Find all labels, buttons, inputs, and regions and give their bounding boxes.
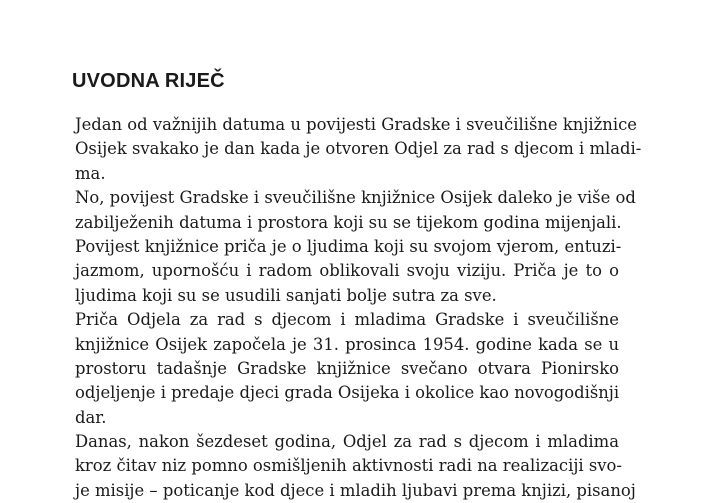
text-line: kroz čitav niz pomno osmišljenih aktivnosti radi na realizaciji svo- bbox=[75, 456, 622, 476]
text-line: zabilježenih datuma i prostora koji su se tijekom godina mijenjali. bbox=[75, 212, 622, 232]
text-line: ljudima koji su se usudili sanjati bolje sutra za sve. bbox=[75, 285, 497, 305]
text-line: Priča Odjela za rad s djecom i mladima Gradske i sveučilišne bbox=[75, 310, 619, 330]
section-heading: UVODNA RIJEČ bbox=[72, 70, 225, 92]
text-line: Povijest knjižnice priča je o ljudima koji su svojom vjerom, entuzi- bbox=[75, 236, 622, 256]
body-text bbox=[75, 113, 642, 503]
text-line: knjižnice Osijek započela je 31. prosinca 1954. godine kada se u bbox=[75, 334, 619, 354]
text-line: Osijek svakako je dan kada je otvoren Odjel za rad s djecom i mladi- bbox=[75, 139, 642, 159]
text-line: odjeljenje i predaje djeci grada Osijeka i okolice kao novogodišnji bbox=[75, 383, 620, 403]
text-line: Jedan od važnijih datuma u povijesti Gradske i sveučilišne knjižnice bbox=[75, 115, 637, 134]
text-line: dar. bbox=[75, 407, 107, 427]
text-line: prostoru tadašnje Gradske knjižnice svečano otvara Pionirsko bbox=[75, 358, 619, 378]
text-line: ma. bbox=[75, 163, 106, 183]
text-line: je misije – poticanje kod djece i mladih ljubavi prema knjizi, pisanoj bbox=[75, 480, 636, 500]
text-line: No, povijest Gradske i sveučilišne knjižnice Osijek daleko je više od bbox=[75, 188, 636, 208]
text-line: jazmom, upornošću i radom oblikovali svoju viziju. Priča je to o bbox=[75, 261, 619, 281]
text-line: Danas, nakon šezdeset godina, Odjel za rad s djecom i mladima bbox=[75, 432, 619, 452]
